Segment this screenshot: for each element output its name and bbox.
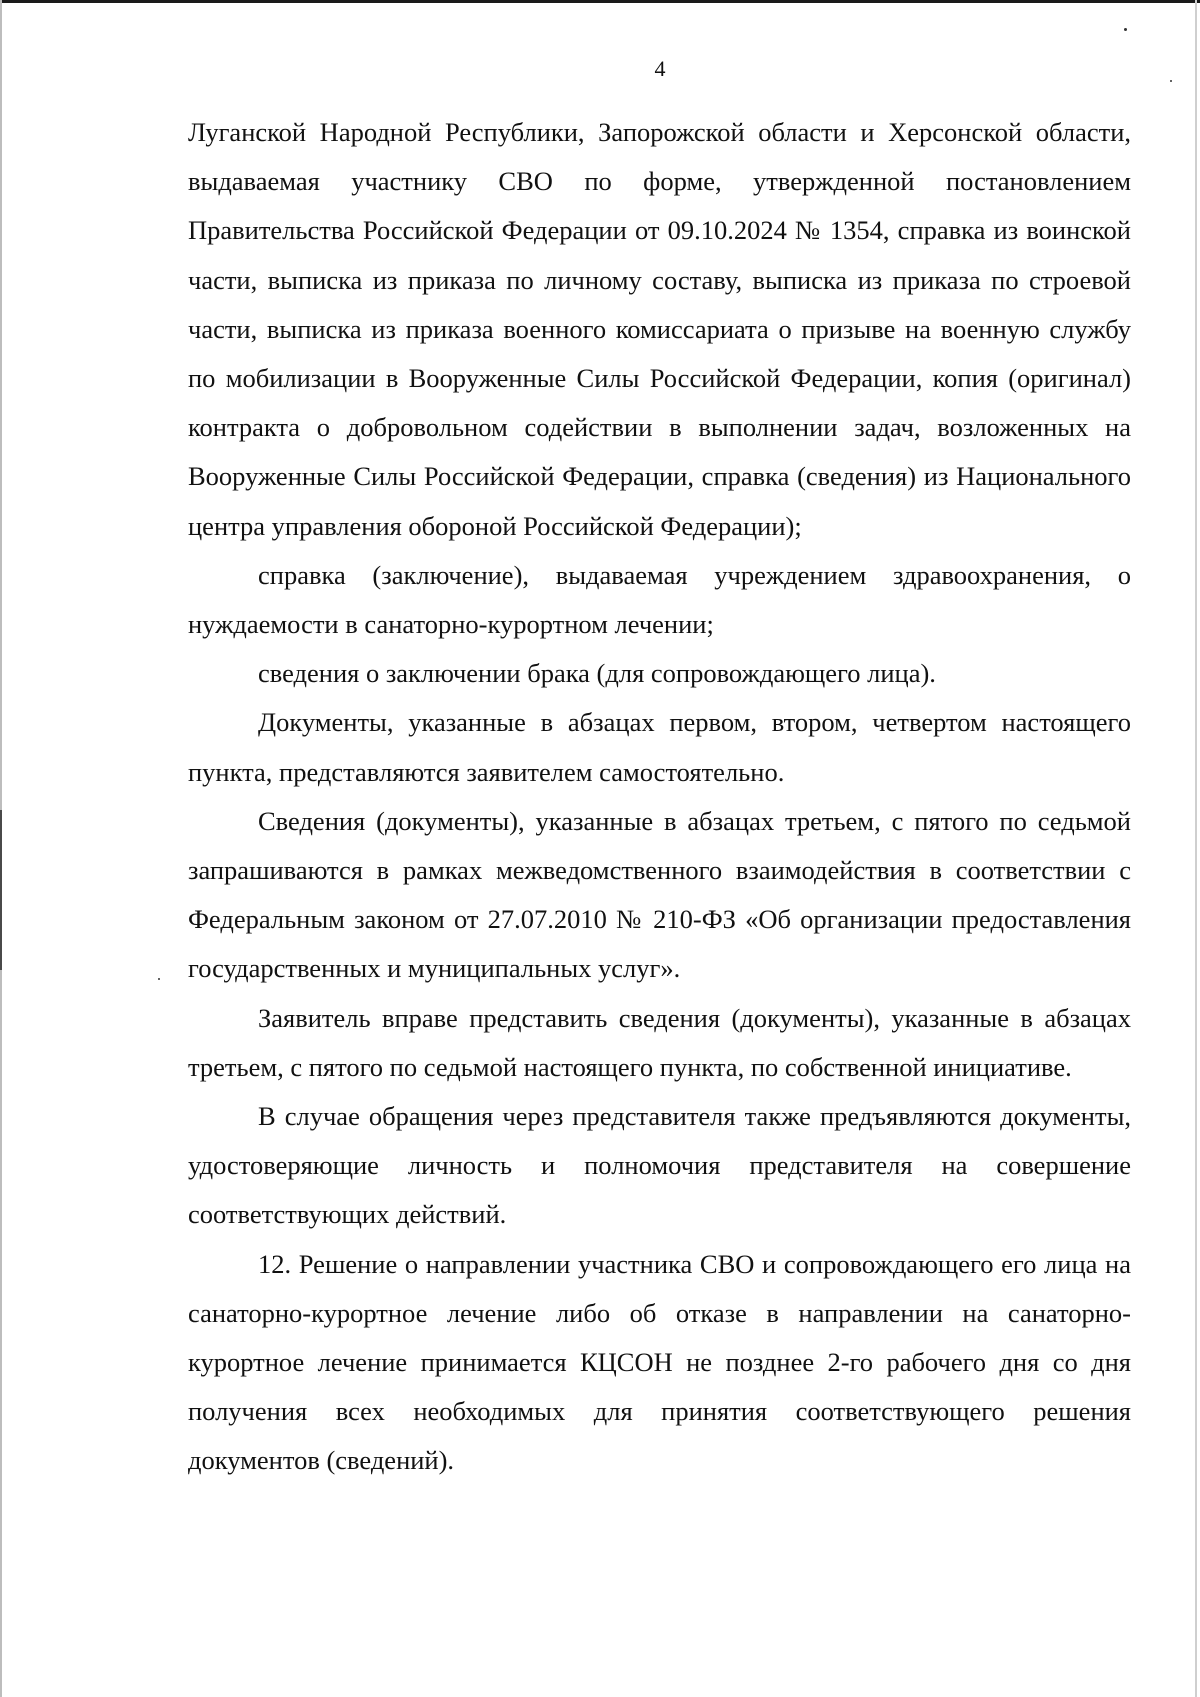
paragraph: справка (заключение), выдаваемая учреждением здравоохранения, о нуждаемости в санаторно-курортном лечении; [188, 559, 1131, 640]
scan-top-border [0, 0, 1200, 3]
scan-left-edge-shadow [0, 810, 2, 970]
paragraph: Заявитель вправе представить сведения (документы), указанные в абзацах третьем, с пятого по седьмой настоящего пункта, по собственной инициативе. [188, 1002, 1131, 1082]
paragraph: Документы, указанные в абзацах первом, втором, четвертом настоящего пункта, представляются заявителем самостоятельно. [188, 707, 1131, 787]
paragraph: сведения о заключении брака (для сопровождающего лица). [258, 658, 936, 689]
paragraph: Луганской Народной Республики, Запорожской области и Херсонской области, выдаваемая участнику СВО по форме, утвержденной постановлением Правительства Российской Федерации от 09.10.2024 № 1354, справка из воинской части, выписка из приказа по личному составу, выписка из приказа по строевой части, выписка из приказа военного комиссариата о призыве на военную службу по мобилизации в Вооруженные Силы Российской Федерации, копия (оригинал) контракта о добровольном содействии в выполнении задач, возложенных на Вооруженные Силы Российской Федерации, справка (сведения) из Национального центра управления обороной Российской Федерации); [188, 117, 1131, 541]
scan-speck [1124, 28, 1127, 31]
scan-right-edge [1195, 0, 1197, 1697]
paragraph: Сведения (документы), указанные в абзацах третьем, с пятого по седьмой запрашиваются в рамках межведомственного взаимодействия в соответствии с Федеральным законом от 27.07.2010 № 210-ФЗ «Об организации предоставления государственных и муниципальных услуг». [188, 805, 1131, 984]
document-body [188, 108, 1131, 1486]
scan-speck [158, 978, 160, 980]
paragraph: В случае обращения через представителя также предъявляются документы, удостоверяющие личность и полномочия представителя на совершение соответствующих действий. [188, 1101, 1131, 1230]
paragraph: 12. Решение о направлении участника СВО и сопровождающего его лица на санаторно-курортное лечение либо об отказе в направлении на санаторно-курортное лечение принимается КЦСОН не позднее 2-го рабочего дня со дня получения всех необходимых для принятия соответствующего решения документов (сведений). [188, 1248, 1131, 1476]
page-number: 4 [654, 56, 666, 81]
